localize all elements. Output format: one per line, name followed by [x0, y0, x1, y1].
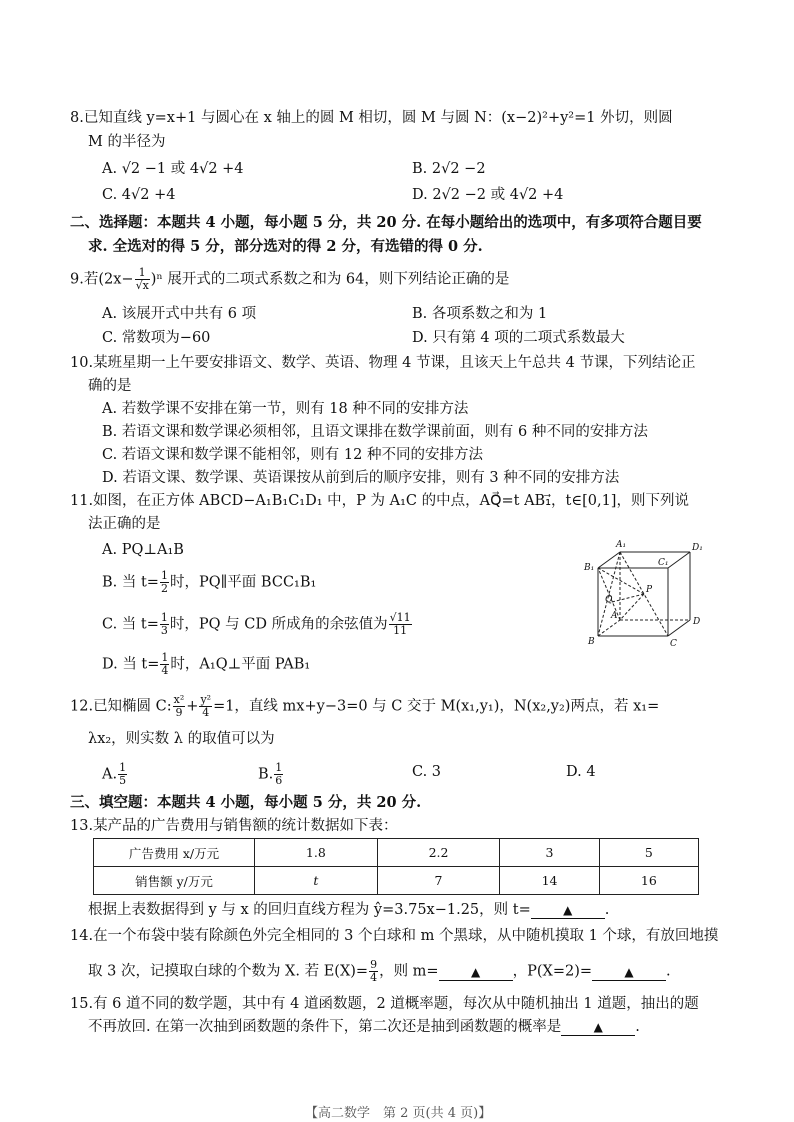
- q13-data-table: [93, 838, 699, 895]
- table-row: [94, 839, 699, 867]
- page-footer: 【高二数学 第 2 页(共 4 页)】: [305, 1106, 492, 1121]
- q11-c-mid: 时，PQ 与 CD 所成角的余弦值为: [169, 616, 388, 633]
- q10-option-d: D. 若语文课、数学课、英语课按从前到后的顺序安排，则有 3 种不同的安排方法: [102, 470, 620, 486]
- q12-option-c: C. 3: [412, 764, 442, 780]
- q14-line2-mid: ，则 m=: [379, 963, 439, 980]
- q14-line2-post: .: [666, 963, 671, 980]
- q12-b-den: 6: [275, 774, 283, 787]
- table-header-cell: 销售额 y/万元: [94, 867, 255, 895]
- q15-line2-post: .: [635, 1019, 640, 1035]
- q15-line2-pre: 不再放回. 在第一次抽到函数题的条件下，第二次还是抽到函数题的概率是: [88, 1019, 562, 1035]
- q8-stem-line1: [70, 108, 673, 128]
- q10-option-c: C. 若语文课和数学课不能相邻，则有 12 种不同的安排方法: [102, 447, 483, 463]
- q14-answer-blank-p[interactable]: [592, 964, 666, 981]
- q11-d-post: 时，A₁Q⊥平面 PAB₁: [170, 656, 311, 673]
- q11-c-pre: C. 当 t=: [102, 616, 159, 633]
- q11-c-frac: [160, 612, 169, 637]
- label-c1: C₁: [658, 558, 669, 568]
- q12-f2-num: y²: [200, 693, 212, 706]
- table-cell: 16: [599, 867, 698, 895]
- label-a1: A₁: [616, 540, 627, 550]
- edge-c1-d1: [668, 552, 690, 568]
- q10-option-b: B. 若语文课和数学课必须相邻，且语文课排在数学课前面，则有 6 种不同的安排方法: [102, 424, 648, 440]
- q12-option-b: [258, 762, 284, 787]
- q15-number: 15.: [70, 996, 94, 1012]
- q11-number: 11.: [70, 493, 94, 509]
- q11-c-num: 1: [160, 611, 168, 624]
- q9-frac-num: 1: [135, 267, 150, 280]
- q9-stem: [70, 267, 509, 292]
- line-p-a: [620, 594, 644, 620]
- table-cell: 14: [500, 867, 599, 895]
- label-c: C: [670, 639, 677, 649]
- q13-stem-text: 某产品的广告费用与销售额的统计数据如下表：: [93, 818, 398, 834]
- q11-d-frac: [160, 652, 169, 677]
- q12-plus: +: [186, 698, 199, 715]
- q11-stem-line1: [70, 491, 689, 511]
- q11-option-c: [102, 612, 413, 637]
- q12-b-label: B.: [258, 766, 274, 783]
- q11-d-den: 4: [161, 664, 169, 677]
- q15-stem-line2: [88, 1017, 640, 1037]
- q14-stem-line2: [88, 959, 671, 984]
- q11-b-den: 2: [160, 582, 168, 595]
- q8-stem-line2: M 的半径为: [88, 134, 166, 150]
- line-p-b1: [598, 568, 644, 594]
- q11-b-num: 1: [160, 569, 168, 582]
- table-row: [94, 867, 699, 895]
- q12-option-d: D. 4: [566, 764, 596, 780]
- q9-stem-post: )ⁿ 展开式的二项式系数之和为 64，则下列结论正确的是: [150, 271, 510, 288]
- q11-c-vden: 11: [393, 624, 408, 637]
- q13-number: 13.: [70, 818, 94, 834]
- q9-fraction: [135, 267, 150, 292]
- q11-c-value-frac: [389, 612, 412, 637]
- answer-mark-icon: ▲: [593, 1020, 603, 1034]
- q11-stem-line2: 法正确的是: [88, 516, 161, 532]
- q11-d-pre: D. 当 t=: [102, 656, 160, 673]
- q12-a-label: A.: [102, 766, 118, 783]
- answer-mark-icon: ▲: [470, 964, 481, 979]
- q12-a-num: 1: [119, 761, 127, 774]
- q10-option-a: A. 若数学课不安排在第一节，则有 18 种不同的安排方法: [102, 401, 469, 417]
- q12-f1-den: 9: [175, 706, 183, 719]
- q14-frac: [369, 959, 378, 984]
- q9-number: 9.: [70, 271, 84, 288]
- table-cell: 2.2: [377, 839, 500, 867]
- q8-option-a: A. √2 −1 或 4√2 +4: [102, 161, 244, 177]
- q13-followup: [88, 900, 609, 920]
- q11-b-frac: [160, 570, 169, 595]
- q8-stem: 已知直线 y=x+1 与圆心在 x 轴上的圆 M 相切，圆 M 与圆 N：(x−2)²+y²=1 外切，则圆: [83, 110, 673, 126]
- q12-a-den: 5: [119, 774, 127, 787]
- q10-number: 10.: [70, 355, 94, 371]
- q13-after-post: .: [604, 902, 610, 918]
- q15-answer-blank[interactable]: [561, 1019, 635, 1036]
- q11-stem: 如图，在正方体 ABCD−A₁B₁C₁D₁ 中，P 为 A₁C 的中点，AQ⃗=t AB₁⃗，t∈[0,1]，则下列说: [93, 493, 689, 509]
- answer-mark-icon: ▲: [563, 903, 573, 917]
- q13-stem: [70, 816, 398, 836]
- q9-stem-pre: 若(2x−: [83, 271, 134, 288]
- q9-option-a: A. 该展开式中共有 6 项: [102, 306, 257, 322]
- q11-c-den: 3: [160, 624, 168, 637]
- q15-stem-line1: [70, 994, 699, 1014]
- q12-stem-pre: 已知椭圆 C:: [93, 698, 172, 715]
- section2-heading-line2: 求. 全选对的得 5 分，部分选对的得 2 分，有选错的得 0 分.: [88, 238, 483, 255]
- q12-a-frac: [118, 762, 127, 787]
- q14-line2-mid2: ，P(X=2)=: [512, 963, 593, 980]
- q9-option-d: D. 只有第 4 项的二项式系数最大: [412, 330, 625, 346]
- q10-stem-line2: 确的是: [88, 378, 132, 394]
- q11-c-vnum: √11: [389, 611, 411, 624]
- q12-frac-y: [199, 694, 212, 719]
- q10-stem-line1: [70, 353, 695, 373]
- q12-b-frac: [274, 762, 283, 787]
- q13-after-pre: 根据上表数据得到 y 与 x 的回归直线方程为 ŷ=3.75x−1.25，则 t=: [88, 902, 531, 918]
- q10-stem: 某班星期一上午要安排语文、数学、英语、物理 4 节课，且该天上午总共 4 节课，下列结论正: [93, 355, 696, 371]
- label-q: Q: [605, 595, 613, 605]
- q11-option-a: A. PQ⊥A₁B: [102, 542, 184, 558]
- edge-c-d: [668, 620, 690, 636]
- q9-option-b: B. 各项系数之和为 1: [412, 306, 548, 322]
- q9-option-c: C. 常数项为−60: [102, 330, 211, 346]
- line-a1-b: [598, 552, 620, 636]
- q13-answer-blank[interactable]: [531, 902, 605, 919]
- section3-heading: 三、填空题：本题共 4 小题，每小题 5 分，共 20 分.: [70, 794, 422, 811]
- table-cell: 7: [377, 867, 500, 895]
- q11-option-b: [102, 570, 316, 595]
- q12-stem-line1: [70, 694, 659, 719]
- q12-b-num: 1: [275, 761, 283, 774]
- label-a: A: [611, 611, 618, 621]
- q8-option-c: C. 4√2 +4: [102, 187, 176, 203]
- q14-stem-line1: [70, 926, 718, 946]
- q11-option-d: [102, 652, 310, 677]
- q14-number: 14.: [70, 928, 94, 944]
- label-d1: D₁: [692, 543, 703, 553]
- table-cell: 1.8: [255, 839, 378, 867]
- q14-frac-den: 4: [370, 971, 378, 984]
- q14-line2-pre: 取 3 次，记摸取白球的个数为 X. 若 E(X)=: [88, 963, 369, 980]
- q8-option-b: B. 2√2 −2: [412, 161, 486, 177]
- q14-answer-blank-m[interactable]: [439, 964, 513, 981]
- q12-option-a: [102, 762, 128, 787]
- q11-b-post: 时，PQ∥平面 BCC₁B₁: [169, 574, 317, 591]
- q12-stem-post: =1，直线 mx+y−3=0 与 C 交于 M(x₁,y₁)，N(x₂,y₂)两点，若 x₁=: [213, 698, 660, 715]
- q12-number: 12.: [70, 698, 94, 715]
- table-cell: t: [255, 867, 378, 895]
- q11-cube-figure: [580, 530, 710, 650]
- q8-option-d: D. 2√2 −2 或 4√2 +4: [412, 187, 564, 203]
- q11-d-num: 1: [161, 651, 169, 664]
- q12-frac-x: [173, 694, 186, 719]
- q12-f2-den: 4: [202, 706, 210, 719]
- q8-number: 8.: [70, 110, 84, 126]
- q12-stem-line2: λx₂，则实数 λ 的取值可以为: [88, 731, 275, 747]
- section2-heading-line1: 二、选择题：本题共 4 小题，每小题 5 分，共 20 分. 在每小题给出的选项中，有多项符合题目要: [70, 214, 702, 231]
- table-cell: 5: [599, 839, 698, 867]
- label-p: P: [646, 585, 653, 595]
- q12-f1-num: x²: [173, 693, 185, 706]
- q14-frac-num: 9: [370, 958, 378, 971]
- table-header-cell: 广告费用 x/万元: [94, 839, 255, 867]
- line-p-q: [612, 594, 644, 602]
- label-d: D: [693, 617, 701, 627]
- answer-mark-icon: ▲: [624, 964, 634, 979]
- q11-b-pre: B. 当 t=: [102, 574, 159, 591]
- q14-stem: 在一个布袋中装有除颜色外完全相同的 3 个白球和 m 个黑球，从中随机摸取 1 个球，有放回地摸: [93, 928, 719, 944]
- q9-frac-den: √x: [135, 279, 149, 292]
- label-b1: B₁: [584, 563, 595, 573]
- label-b: B: [588, 637, 595, 647]
- table-cell: 3: [500, 839, 599, 867]
- q15-stem: 有 6 道不同的数学题，其中有 4 道函数题，2 道概率题，每次从中随机抽出 1 道题，抽出的题: [93, 996, 699, 1012]
- edge-b1-a1: [598, 552, 620, 568]
